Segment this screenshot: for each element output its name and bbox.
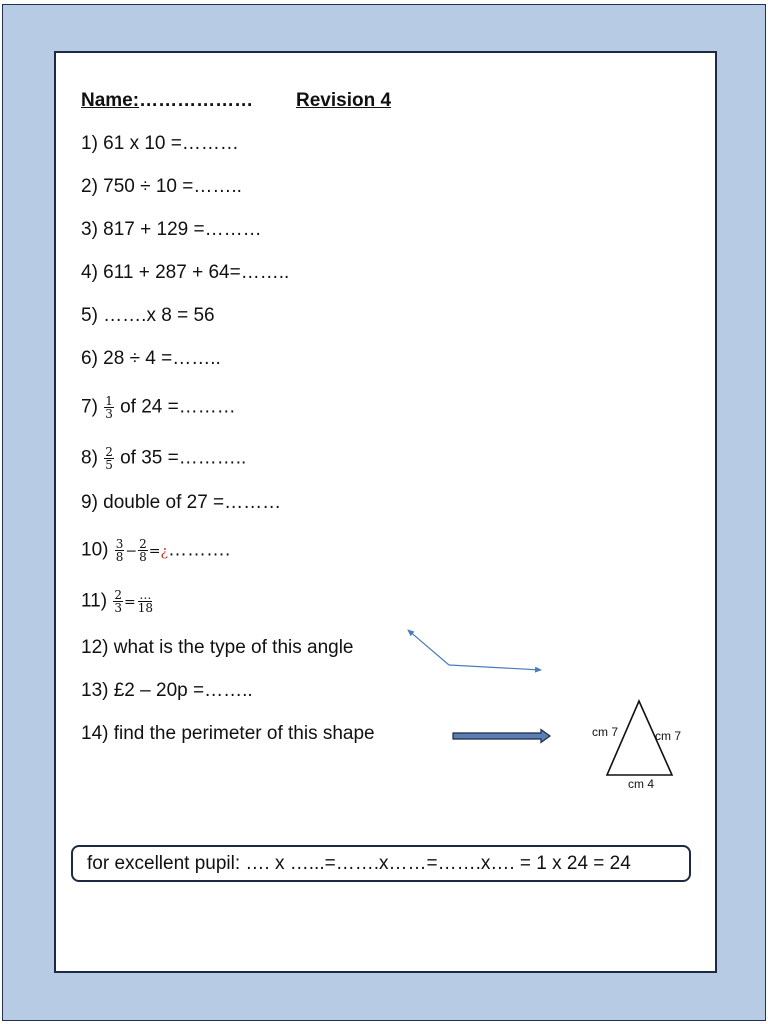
question-8 <box>81 446 246 471</box>
question-12: 12) what is the type of this angle <box>81 637 354 658</box>
name-header <box>81 90 253 112</box>
fraction-denominator: 3 <box>105 407 113 421</box>
question-1: 1) 61 x 10 =……… <box>81 133 239 154</box>
fraction-denominator: 8 <box>139 550 147 564</box>
fraction-blank-over-eighteen <box>137 589 154 614</box>
fraction-numerator: 2 <box>105 445 113 459</box>
fraction-two-fifths <box>104 446 114 471</box>
worksheet-title: Revision 4 <box>296 90 392 111</box>
question-10-prefix: 10) <box>81 539 109 561</box>
fraction-denominator: 18 <box>137 601 153 615</box>
question-11-prefix: 11) <box>81 590 108 612</box>
question-3: 3) 817 + 129 =……… <box>81 219 262 240</box>
question-13: 13) £2 – 20p =…….. <box>81 680 253 701</box>
question-14: 14) find the perimeter of this shape <box>81 723 375 744</box>
question-10-suffix: ………. <box>168 539 231 561</box>
question-9: 9) double of 27 =……… <box>81 492 282 513</box>
question-10 <box>81 538 230 563</box>
question-8-prefix: 8) <box>81 447 98 469</box>
fraction-one-third <box>104 395 114 420</box>
bonus-challenge-text: for excellent pupil: …. x …...=…….x……=…….x…. = 1 x 24 = 24 <box>87 853 631 874</box>
question-11 <box>81 589 155 614</box>
fraction-denominator: 5 <box>105 458 113 472</box>
fraction-numerator: 2 <box>139 537 147 551</box>
question-5: 5) …….x 8 = 56 <box>81 305 215 326</box>
fraction-two-thirds <box>113 589 123 614</box>
triangle-left-side-label: cm 7 <box>592 725 619 739</box>
name-blank: ……………… <box>139 90 254 111</box>
question-7-suffix: of 24 =……… <box>120 396 236 418</box>
fraction-two-eighths <box>138 538 148 563</box>
triangle-right-side-label: cm 7 <box>655 729 682 743</box>
fraction-denominator: 8 <box>115 550 124 564</box>
question-7 <box>81 395 236 420</box>
fraction-numerator: 2 <box>114 588 122 602</box>
triangle-base-label: cm 4 <box>628 777 655 791</box>
question-6: 6) 28 ÷ 4 =…….. <box>81 348 221 369</box>
inverted-question-mark: ¿ <box>160 543 169 560</box>
question-2: 2) 750 ÷ 10 =…….. <box>81 176 242 197</box>
fraction-three-eighths <box>115 538 125 563</box>
fraction-numerator: 3 <box>115 537 124 551</box>
fraction-denominator: 3 <box>114 601 122 615</box>
bonus-challenge-box <box>71 845 691 882</box>
equals-sign: = <box>123 594 136 611</box>
minus-sign: − <box>125 543 138 560</box>
name-label: Name: <box>81 90 140 111</box>
fraction-numerator: 1 <box>105 394 113 408</box>
question-8-suffix: of 35 =……….. <box>120 447 247 469</box>
question-4: 4) 611 + 287 + 64=…….. <box>81 262 290 283</box>
fraction-numerator: … <box>139 588 152 602</box>
question-7-prefix: 7) <box>81 396 98 418</box>
equals-sign: = <box>148 543 161 560</box>
